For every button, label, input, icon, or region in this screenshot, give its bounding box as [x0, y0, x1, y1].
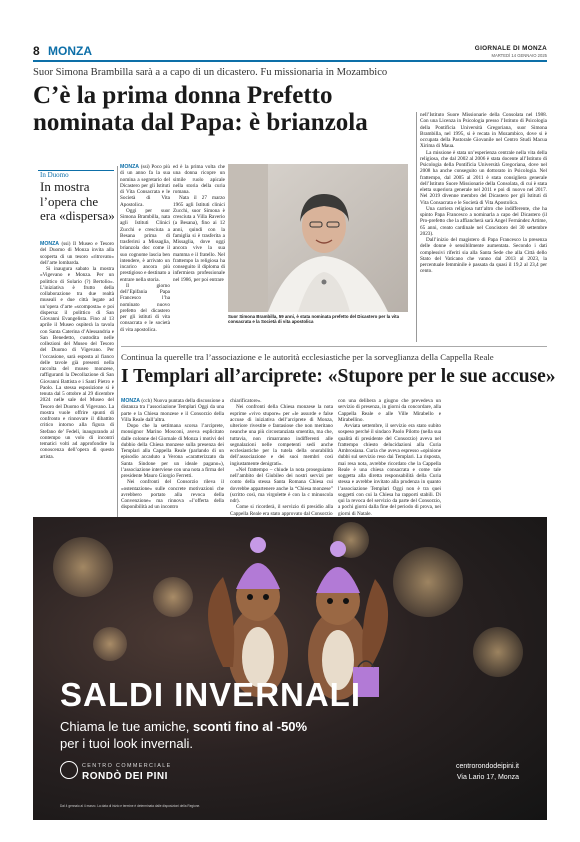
section-name: MONZA — [48, 44, 92, 58]
article1-column-3 — [420, 112, 547, 342]
paragraph — [121, 479, 224, 510]
ad-tagline-1-prefix: Chiama le tue amiche, — [60, 719, 193, 734]
paragraph — [230, 404, 333, 467]
page-number: 8 — [33, 44, 40, 58]
paragraph-text: «Nel frattempo – chiude la nota proseguiamo nell’ambito del Giubileo dei nostri servizi per conto della stessa Santa Romana Chiesa cui dovrebbe appartenere anche la “Chiesa monzese” (scritto così, ma virgolette è con la c minuscola ndr). — [230, 466, 333, 504]
ad-title: SALDI INVERNALI — [60, 676, 362, 713]
paragraph-text: Si inaugura sabato la mostra «Vigevano e Monza. Per un polittico di Solario (?) Bertolio». L’iniziativa è frutto della collaborazione tra due realtà museali e due città legate ad un’opera d’arte «scomposta» e poi dispersa: il polittico di San Giovanni Evangelista. Fino al 13 aprile il Museo ospiterà la tavola con Santa Caterina d’Alessandria e San Benedetto, custodita nelle collezioni del Museo del Tesoro del Duomo di Vigevano. Per l’occasione, sarà esposta al fianco delle tavole già presenti nella raccolta del museo monzese, raffiguranti la Decollazione di San Giovanni Battista e i Santi Pietro e Paolo. La stessa esposizione si è tenuta dal 5 ottobre al 29 dicembre 2024 nelle sale del Museo del Tesoro del Duomo di Vigevano. La mostra vuole offrire spunti di confronto e rinnovare il dibattito critico intorno alla figura di Stefano de’ Fedeli, inaugurando al contempo un volo di incontri tematici volti ad approfondire la conoscenza dell’opera di questo artista. — [40, 266, 114, 460]
article2-rule — [121, 346, 547, 347]
paragraph-text: nell’Istituto Suore Missionarie della Consolata nel 1988. Con una Licenza in Psicologia presso l’Istituto di Psicologia della Pontificia Università Gregoriana, suor Simona Brambilla, nel 1995, si è recata in Mozambico, dove si è occupata della Pastorale Giovanile nel Centro Studi Macua Xirima di Maua. — [420, 112, 547, 150]
paragraph — [420, 112, 547, 150]
header-rule — [33, 60, 547, 62]
paragraph-text: Dopo che la settimana scorsa l’arciprete, monsignor Marino Mosconi, aveva esplicitato dalle colonne del Giornale di Monza i motivi del dubbio della Chiesa monzese sulla presenza dei Templari alla Cappella Reale (parlando di un episodio accaduto a Verona «caratterizzato da Santa Sindone per un ideale pagano»), l’associazione interviene con una nota a firma del presidente Mauro Giorgio Ferretti. — [121, 423, 224, 479]
paragraph-text: Nei confronti del Consorzio rileva il «ostentazione» sulle concrete motivazioni che avrebbero portato alla revoca della Convenzione» ma rinnova «l’offerta della disponibilità ad un incontro — [121, 479, 224, 511]
paragraph — [121, 423, 224, 479]
dateline: MONZA — [40, 241, 60, 247]
paragraph — [120, 283, 170, 333]
advertisement — [33, 517, 547, 820]
paragraph-text: chiarificatore». — [230, 398, 262, 404]
paragraph-text: Nei confronti della Chiesa monzese la nota esprime «vivo stupore» per «le assurde e false accuse di iniziativa dell’arciprete di Monza, ulteriore rivestite e fantasiose che non meritano neanche una più circostanziata smentita, ma che, tuttavia, non rimarranno indifferenti alle segnalazioni nelle competenti sedi anche ecclesiastiche per la tutela della onorabilità dell’associazione e dei suoi membri così ingiustamente denigrati». — [230, 404, 333, 467]
sidebar-title: In mostra l’opera che era «dispersa» — [40, 179, 115, 223]
paragraph-text: Oggi per suor Simona Brambilla, nata agli Istituti Clinici Zucchi e cresciuta a Besana prima di trasferirsi a Missaglia, brianzola doc come il suo cognome lascia ben intendere, è arrivato un incarico ancora più prestigioso e destinato a entrare nella storia. — [120, 207, 170, 283]
sidebar-kicker: In Duomo — [40, 171, 69, 179]
paragraph-text: ed è la prima volta che una donna ricopre un simile ruolo apicale nella storia della curia romana. — [173, 164, 225, 195]
bokeh-light — [153, 577, 193, 617]
dateline: MONZA — [120, 164, 140, 170]
sidebar-divider — [117, 166, 118, 521]
paragraph-text: Nata il 27 marzo 1965 agli Istituti clinici Zucchi, suor Simona è cresciuta a Villa Raverio (a Besana), fino ai 12 anni, quindi con la famiglia si è trasferita a Missaglia, dove oggi ancora vive la sua mamma e il fratello. Nel frattempo la religiosa ha conseguito il diploma di infermiera professionale nel 1986, per poi entrare — [173, 195, 225, 283]
article1-photo — [228, 164, 408, 312]
article2-column-2 — [230, 398, 333, 517]
column-divider — [416, 112, 417, 342]
article1-headline-line1: C’è la prima donna Prefetto — [33, 82, 333, 109]
portrait-photo — [228, 164, 408, 312]
paragraph — [338, 398, 441, 423]
paragraph — [121, 398, 224, 423]
paragraph — [420, 237, 547, 275]
paragraph-text: Dall’inizio del magistero di Papa Francesco la presenza delle donne è sensibilmente aumentata. Secondo i dati complessivi riferiti sia alla Santa Sede che alla Città dello Stato del Vaticano che vanno dal 2013 al 2023, la percentuale femminile è passata da quasi il 19,2 al 23,4 per cento. — [420, 237, 547, 275]
issue-date: MARTEDÌ 14 GENNAIO 2025 — [491, 53, 547, 58]
paragraph-text: Il giorno dell’Epifania Papa Francesco l’ha nominato nuovo prefetto del dicastero per gli istituti di vita consacrata e le società di vita apostolica. — [120, 282, 170, 333]
newspaper-name: GIORNALE DI MONZA — [474, 45, 547, 52]
article2-column-1 — [121, 398, 224, 510]
bokeh-light — [53, 537, 113, 597]
article1-kicker: Suor Simona Brambilla sarà a a capo di un dicastero. Fu missionaria in Mozambico — [33, 67, 388, 78]
mall-label: CENTRO COMMERCIALE — [82, 763, 172, 769]
paragraph-text: (cch) Nuova puntata della discussione a distanza tra l’associazione Templari Oggi da una parte e la Chiesa monzese e il Consorzio della Villa Reale dall’altra. — [121, 398, 225, 423]
bokeh-light — [393, 547, 463, 617]
article1-column-2 — [173, 164, 225, 319]
dateline: MONZA — [121, 398, 141, 404]
sidebar-text — [40, 241, 114, 523]
ad-tagline-1 — [60, 719, 307, 734]
mall-website: centrorondodeipini.it — [455, 763, 519, 770]
paragraph-text: con una delibera a giugno che prevedeva un servizio di presenza, in giorni da concordare, alla Cappella Reale e alle Ville Mirabello e Mirabellino. — [338, 398, 441, 423]
article2-kicker: Continua la querelle tra l’associazione e le autorità ecclesiastiche per la sorveglianza della Cappella Reale — [121, 352, 494, 362]
paragraph — [40, 266, 114, 460]
paragraph — [120, 208, 170, 283]
paragraph-text: (ssi) Il Museo e Tesoro del Duomo di Monza invita alla scoperta di un tesoro «ritrovato» dell’arte lombarda. — [40, 241, 114, 266]
paragraph — [420, 150, 547, 206]
article1-column-1 — [120, 164, 171, 333]
paragraph — [120, 164, 170, 208]
bokeh-light — [473, 627, 523, 677]
paragraph-text: Una carriera religiosa tutt’altro che indifferente, che ha spinto Papa Francesco a nominarla a capo del Dicastero (il Pro-prefetto che la affiancherà sarà Angel Fernández Artime, 65 anni, creato cardinale nel Concistoro del 30 settembre 2023). — [420, 205, 547, 237]
ad-discount: sconti fino al -50% — [192, 719, 308, 734]
paragraph-text: La missione è stata un’esperienza centrale nella vita della religiosa, che dal 2002 al 2006 è stata docente all’Istituto di Psicologia della Pontificia Università Gregoriana, dove nel 2008 ha anche conseguito un dottorato in Psicologia. Nel frattempo, dal 2005 al 2011 è stata consigliera generale dell’Istituto Suore Missionarie della Consolata, di cui è stata eletta superiora generale nel 2011 e poi di nuovo nel 2017. Nel 2019 divenne membro del Dicastero per gli Istituti di Vita Consacrata e le Società di Vita Apostolica. — [420, 149, 547, 206]
mall-address: Via Lario 17, Monza — [456, 774, 519, 781]
article1-headline-line2: nominata dal Papa: è brianzola — [33, 109, 368, 136]
paragraph — [420, 206, 547, 237]
ad-tagline-2: per i tuoi look invernali. — [60, 736, 193, 751]
paragraph-text: (ssi) Poco più di un anno fa la sua nomina a segretario del Dicastero per gli Istituti di Vita Consacrata e le Società di Vita Apostolica. — [120, 164, 171, 208]
article1-headline — [33, 82, 428, 136]
photo-caption: Suor Simona Brambilla, 59 anni, è stata nominata prefetto del Dicastero per la vita consacrata e la Società di vita apostolica — [228, 314, 400, 325]
ad-footnote: Dal 4 gennaio al 4 marzo. La data di inizio e termine è determinata dalle disposizioni della Regione. — [60, 804, 201, 808]
paragraph-text: Avviata settembre, il servizio era stato subito sospeso perché il sindaco Paolo Pilotto (nella sua qualità di presidente del Consorzio) aveva nel frattempo chiesto delucidazioni alla Curia Ambrosiana. Curia che aveva espresso «opinione dubbi sul servizio reso dai Templari. La risposta, mai resa nota, avrebbe ricordato che la Cappella Reale è una chiesa consacrata e come tale soggetta alla diretta responsabilità della Curia stessa e avrebbe invitato alla prudenza in quanto l’associazione Templari Oggi non è tra quei soggetti con cui la Chiesa ha rapporti stabili. Di qui la revoca del servizio da parte del Consorzio, a pochi giorni dalla fine del periodo di prova, nei giorni di Natale. — [338, 423, 441, 517]
article2-column-3 — [338, 398, 441, 517]
paragraph — [338, 423, 441, 517]
article2-headline: I Templari all’arciprete: «Stupore per le sue accuse» — [121, 366, 556, 387]
paragraph-text: Come si ricorderà, il servizio di presidio alla Cappella Reale era stato approvato dal Consorzio — [230, 504, 333, 517]
paragraph — [173, 164, 225, 195]
paragraph — [173, 195, 225, 283]
mall-name: RONDÒ DEI PINI — [82, 771, 168, 782]
bokeh-light — [93, 627, 127, 661]
paragraph — [40, 241, 114, 266]
paragraph — [230, 467, 333, 505]
mall-logo-icon — [60, 761, 78, 779]
paragraph — [230, 504, 333, 517]
